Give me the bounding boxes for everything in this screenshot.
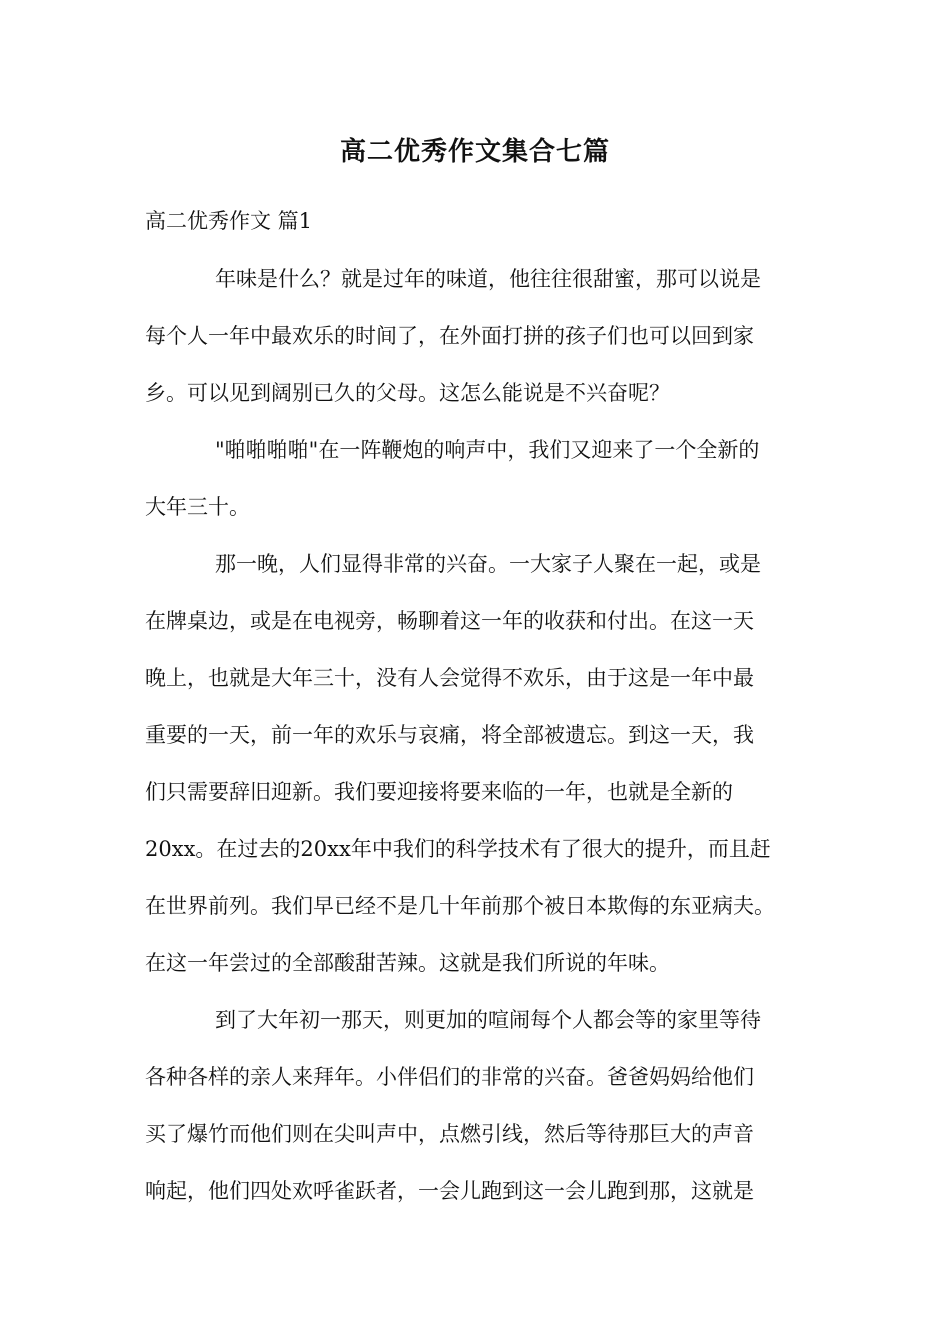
paragraph-line: 在这一年尝过的全部酸甜苦辣。这就是我们所说的年味。 [145,951,670,975]
paragraph-line: 那一晚，人们显得非常的兴奋。一大家子人聚在一起，或是 [215,552,761,576]
document-title: 高二优秀作文集合七篇 [339,137,610,167]
paragraph-line: 到了大年初一那天，则更加的喧闹每个人都会等的家里等待 [215,1008,761,1032]
paragraph-line: 响起，他们四处欢呼雀跃者，一会儿跑到这一会儿跑到那，这就是 [145,1179,754,1203]
paragraph-line: 大年三十。 [145,495,250,519]
paragraph-line: 买了爆竹而他们则在尖叫声中，点燃引线，然后等待那巨大的声音 [145,1122,754,1146]
paragraph-line: 每个人一年中最欢乐的时间了，在外面打拼的孩子们也可以回到家 [145,324,754,348]
paragraph-line: 晚上，也就是大年三十，没有人会觉得不欢乐，由于这是一年中最 [145,666,754,690]
section-heading: 高二优秀作文 篇1 [145,209,313,233]
paragraph-line: 乡。可以见到阔别已久的父母。这怎么能说是不兴奋呢？ [145,381,670,405]
paragraph-line: 在牌桌边，或是在电视旁，畅聊着这一年的收获和付出。在这一天 [145,609,754,633]
paragraph-line: 们只需要辞旧迎新。我们要迎接将要来临的一年，也就是全新的 [145,780,733,804]
paragraph-line: "啪啪啪啪"在一阵鞭炮的响声中，我们又迎来了一个全新的 [215,438,760,462]
paragraph-line: 20xx。在过去的20xx年中我们的科学技术有了很大的提升，而且赶 [145,837,771,861]
paragraph-line: 重要的一天，前一年的欢乐与哀痛，将全部被遗忘。到这一天，我 [145,723,754,747]
paragraph-line: 在世界前列。我们早已经不是几十年前那个被日本欺侮的东亚病夫。 [145,894,775,918]
paragraph-line: 各种各样的亲人来拜年。小伴侣们的非常的兴奋。爸爸妈妈给他们 [145,1065,754,1089]
paragraph-line: 年味是什么？就是过年的味道，他往往很甜蜜，那可以说是 [215,267,761,291]
